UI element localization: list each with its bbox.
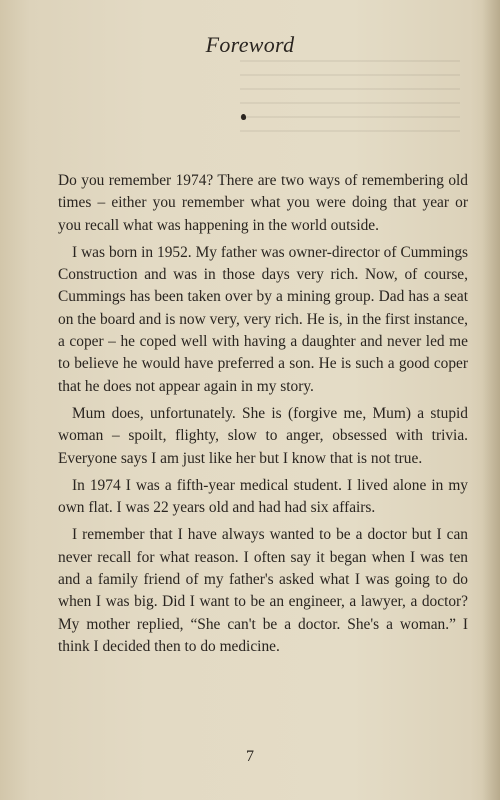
page-number: 7 <box>246 748 254 765</box>
paragraph-1: Do you remember 1974? There are two ways of remembering old times – either you remember what you were doing that year or you recall what was happening in the world outside. <box>58 172 468 234</box>
paragraph-2: I was born in 1952. My father was owner-director of Cummings Construction and was in those days very rich. Now, of course, Cummings has been taken over by a mining group. Dad has a seat on the board and is now very, very rich. He is, in the first instance, a coper – he coped well with having a daughter and never led me to believe he would have preferred a son. He is such a good coper that he does not appear again in my story. <box>58 243 468 395</box>
paragraph-5: I remember that I have always wanted to be a doctor but I can never recall for what reason. I often say it began when I was ten and a family friend of my father's asked what I was going to do when I was big. Did I want to be an engineer, a lawyer, a doctor? My mother replied, “She can't be a doctor. She's a woman.” I think I decided then to do medicine. <box>58 526 468 655</box>
bleed-through-texture <box>240 48 460 138</box>
ornament-mark <box>241 114 247 121</box>
body-text <box>58 170 468 663</box>
page-edge-shadow <box>482 0 500 800</box>
paragraph-4: In 1974 I was a fifth-year medical student. I lived alone in my own flat. I was 22 years old and had had six affairs. <box>58 476 468 517</box>
paragraph-3: Mum does, unfortunately. She is (forgive me, Mum) a stupid woman – spoilt, flighty, slow to anger, obsessed with trivia. Everyone says I am just like her but I know that is not true. <box>58 404 468 467</box>
chapter-title: Foreword <box>205 32 295 57</box>
